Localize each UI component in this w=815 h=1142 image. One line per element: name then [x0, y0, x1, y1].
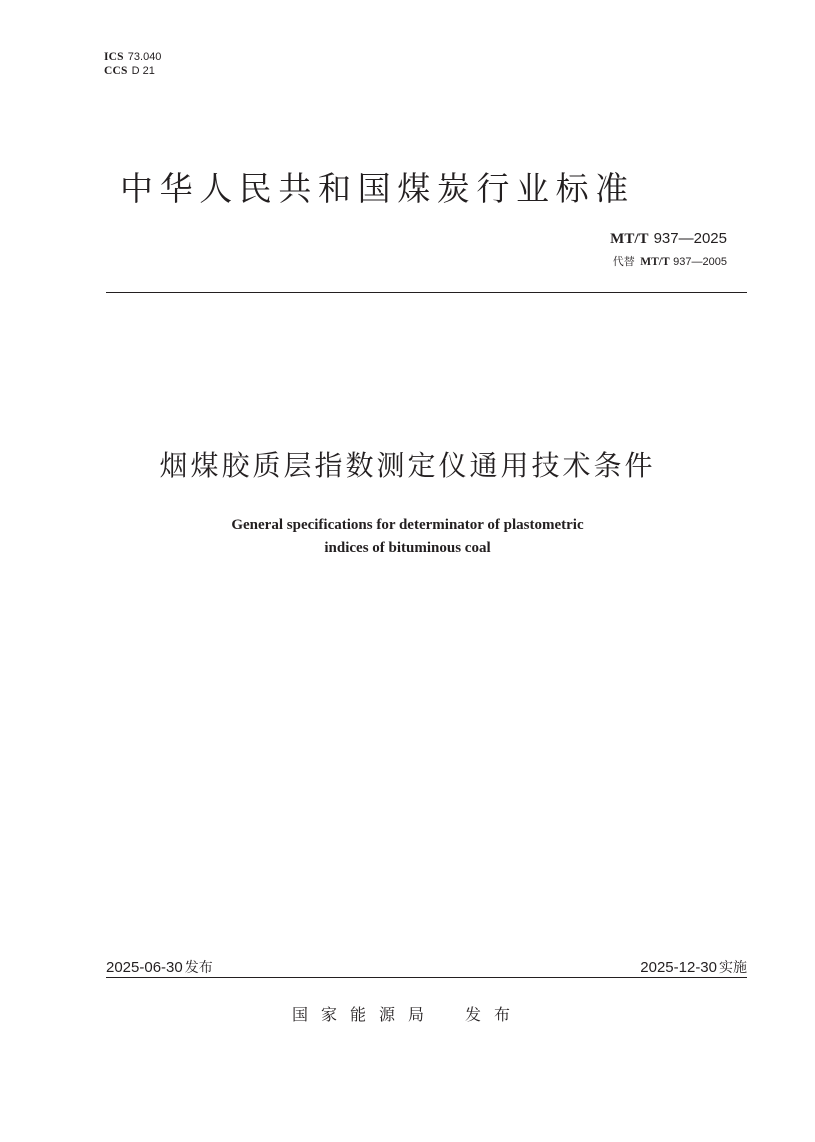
ics-value: 73.040 [127, 51, 162, 63]
implement-date [640, 957, 747, 977]
standard-category-title: 中华人民共和国煤炭行业标准 [120, 169, 635, 208]
ics-code-line [104, 50, 161, 64]
publisher-line [0, 1002, 815, 1025]
replaces-label: 代替 [612, 255, 635, 268]
document-title-en [0, 514, 815, 560]
replaces-standard [613, 253, 727, 269]
header-divider [106, 292, 747, 293]
document-title-zh: 烟煤胶质层指数测定仪通用技术条件 [159, 449, 656, 482]
ccs-label: CCS [104, 65, 128, 77]
standard-prefix: MT/T [610, 231, 649, 247]
footer-divider [106, 977, 747, 978]
ics-label: ICS [104, 51, 124, 63]
ccs-value: D 21 [131, 65, 155, 77]
publish-date [106, 957, 213, 977]
standard-number-value: 937—2025 [653, 230, 727, 247]
publish-date-label: 发布 [184, 960, 213, 976]
standard-number [610, 228, 727, 248]
issue-label: 发布 [465, 1005, 524, 1024]
document-title-en-line2: indices of bituminous coal [324, 540, 491, 556]
implement-date-value: 2025-12-30 [640, 959, 717, 976]
document-title-en-line1: General specifications for determinator of plastometric [231, 517, 584, 533]
classification-codes [104, 50, 161, 78]
ccs-code-line [104, 64, 161, 78]
publish-date-value: 2025-06-30 [106, 959, 183, 976]
replaces-prefix: MT/T [640, 256, 670, 268]
issuer-name: 国家能源局 [291, 1005, 437, 1024]
implement-date-label: 实施 [719, 960, 747, 976]
replaces-number: 937—2005 [673, 256, 727, 268]
